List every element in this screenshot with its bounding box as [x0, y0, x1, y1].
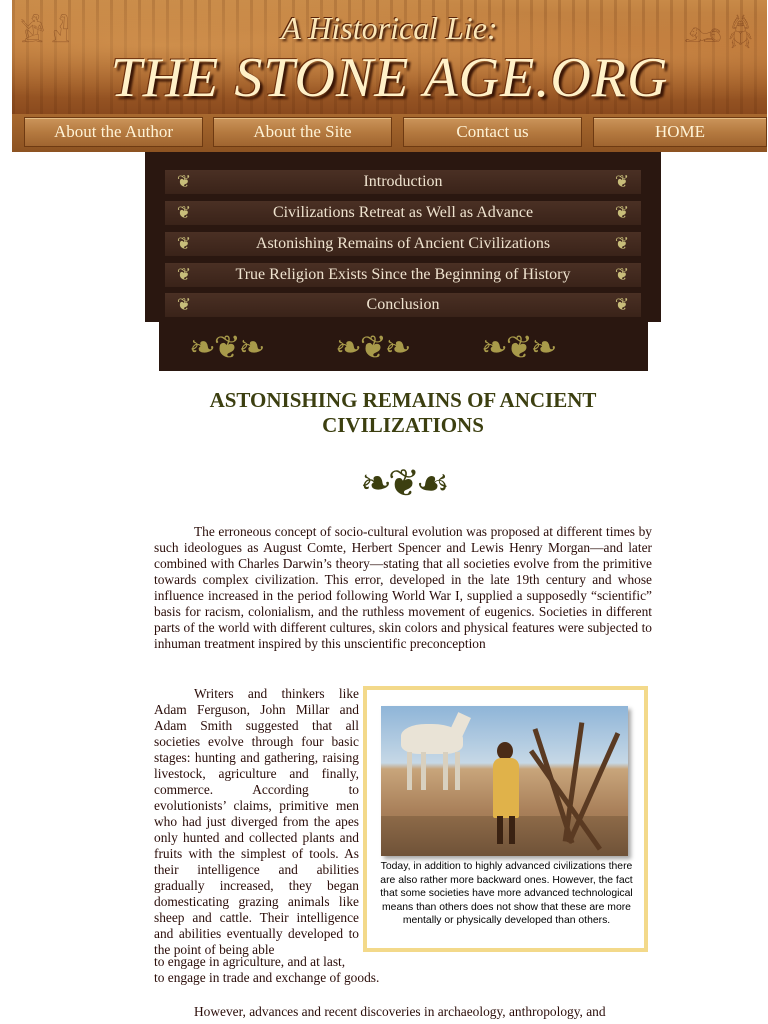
- menu-item-true-religion[interactable]: [165, 263, 641, 287]
- menu-item-introduction[interactable]: [165, 170, 641, 194]
- flourish-icon: ❦: [614, 295, 630, 315]
- section-menu: [145, 152, 661, 322]
- menu-item-label: Civilizations Retreat as Well as Advance: [272, 204, 534, 221]
- flourish-icon: ❦: [176, 203, 192, 223]
- page-title-line: CIVILIZATIONS: [322, 413, 484, 437]
- menu-footer-ornament: [159, 322, 648, 371]
- menu-item-label: True Religion Exists Since the Beginning of History: [235, 266, 571, 283]
- article-paragraph-line: to engage in trade and exchange of goods.: [154, 970, 380, 985]
- menu-item-civilizations-retreat[interactable]: [165, 201, 641, 225]
- vine-ornament-icon: ❧❦❧: [189, 328, 264, 366]
- hieroglyph-decoration-right: 𓃭𓆣: [683, 16, 759, 49]
- nav-home[interactable]: HOME: [593, 117, 767, 147]
- top-navigation: [12, 114, 767, 152]
- nav-about-author[interactable]: About the Author: [24, 117, 203, 147]
- flourish-icon: ❦: [176, 265, 192, 285]
- article-paragraph: However, advances and recent discoveries in archaeology, anthropology, and: [194, 1004, 606, 1019]
- flourish-icon: ❦: [614, 203, 630, 223]
- hieroglyph-decoration-left: 𓀀𓁐: [20, 16, 77, 49]
- figure-caption: Today, in addition to highly advanced civilizations there are also rather more backward ones. However, the fact that some societies have more advanced technological means than others does not show that these are more mentally or physically developed than others.: [380, 861, 633, 926]
- article-paragraph: Writers and thinkers like Adam Ferguson, John Millar and Adam Smith suggested that all societies evolve through four basic stages: hunting and gathering, raising livestock, agriculture and finally, commerce. According to evolutionists’ claims, primitive men who had just diverged from the apes only hunted and collected plants and fruits with the simplest of tools. As their intelligence and abilities gradually increased, they began domesticating grazing animals like sheep and cattle. Their intelligence and abilities eventually developed to the point of being able: [154, 686, 359, 957]
- vine-divider-icon: ❧❦☙: [360, 461, 446, 505]
- site-banner: [12, 0, 767, 114]
- flourish-icon: ❦: [614, 265, 630, 285]
- banner-title: THE STONE AGE.ORG: [110, 47, 669, 109]
- figure-box: [363, 686, 648, 952]
- menu-item-label: Conclusion: [366, 296, 440, 313]
- banner-subtitle: A Historical Lie:: [281, 10, 498, 46]
- flourish-icon: ❦: [176, 295, 192, 315]
- nav-about-site[interactable]: About the Site: [213, 117, 392, 147]
- menu-item-conclusion[interactable]: [165, 293, 641, 317]
- menu-item-label: Astonishing Remains of Ancient Civilizations: [255, 235, 551, 252]
- flourish-icon: ❦: [614, 172, 630, 192]
- page-title: [150, 388, 656, 438]
- nav-contact-us[interactable]: Contact us: [403, 117, 582, 147]
- menu-item-astonishing-remains[interactable]: [165, 232, 641, 256]
- article-paragraph: The erroneous concept of socio-cultural evolution was proposed at different times by such ideologues as August Comte, Herbert Spencer and Lewis Henry Morgan—and later combined with Charles Darwin’s theory—stating that all societies evolve from the primitive towards complex civilization. This error, developed in the late 19th century and whose influence increased in the period following World War I, supplied a supposedly “scientific” basis for racism, colonialism, and the ruthless movement of eugenics. Societies in different parts of the world with different cultures, skin colors and physical features were subjected to inhuman treatment inspired by this unscientific preconception: [154, 524, 652, 651]
- menu-item-label: Introduction: [363, 173, 443, 190]
- page-title-line: ASTONISHING REMAINS OF ANCIENT: [209, 388, 597, 412]
- flourish-icon: ❦: [614, 234, 630, 254]
- article-paragraph-line: to engage in agriculture, and at last,: [154, 954, 346, 969]
- flourish-icon: ❦: [176, 172, 192, 192]
- flourish-icon: ❦: [176, 234, 192, 254]
- vine-ornament-icon: ❧❦❧: [335, 328, 410, 366]
- desert-photo: [381, 706, 628, 856]
- vine-ornament-icon: ❧❦❧: [481, 328, 556, 366]
